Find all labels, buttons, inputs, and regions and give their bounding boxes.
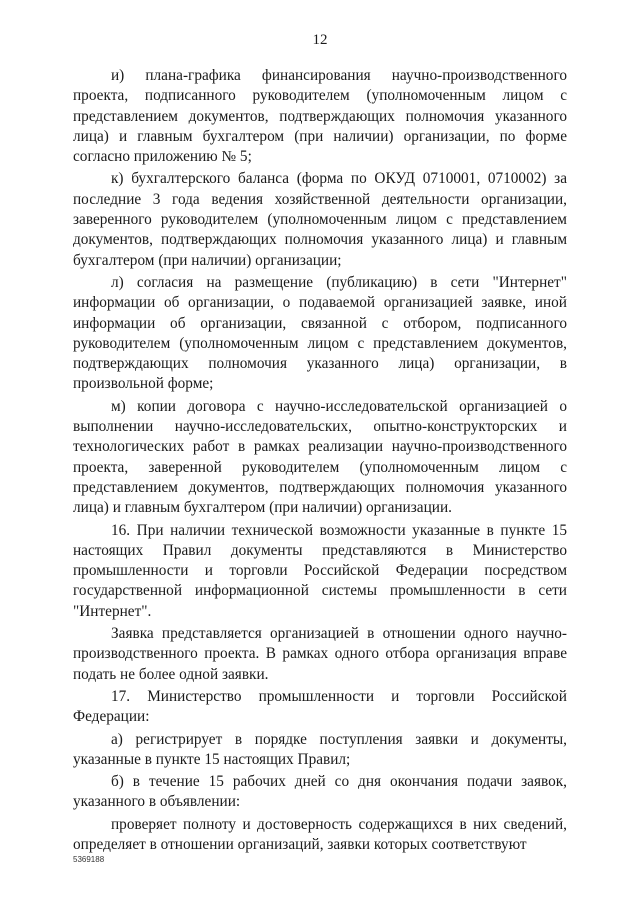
paragraph-item-l: л) согласия на размещение (публикацию) в сети "Интернет" информации об организации, о подаваемой организацией заявке, иной информации об организации, связанной с отбором, подписанного руководителем (уполномоченным лицом с представлением документов, подтверждающих полномочия указанного лица) организации, в произвольной форме; — [73, 273, 567, 393]
paragraph-clause-16: 16. При наличии технической возможности указанные в пункте 15 настоящих Правил документы представляются в Министерство промышленности и торговли Российской Федерации посредством государственной информационной системы промышленности в сети "Интернет". — [73, 521, 567, 620]
paragraph-clause-17: 17. Министерство промышленности и торговли Российской Федерации: — [73, 687, 567, 726]
paragraph-item-a: а) регистрирует в порядке поступления заявки и документы, указанные в пункте 15 настоящих Правил; — [73, 730, 567, 768]
document-body — [73, 66, 567, 857]
paragraph-item-i: и) плана-графика финансирования научно-производственного проекта, подписанного руководителем (уполномоченным лицом с представлением документов, подтверждающих полномочия указанного лица) и главным бухгалтером (при наличии) организации, по форме согласно приложению № 5; — [73, 67, 567, 166]
paragraph-verification: проверяет полноту и достоверность содержащихся в них сведений, определяет в отношении организаций, заявки которых соответствуют — [73, 815, 567, 853]
document-id: 5369188 — [73, 855, 105, 864]
page-number: 12 — [312, 32, 328, 48]
paragraph-item-k: к) бухгалтерского баланса (форма по ОКУД 0710001, 0710002) за последние 3 года ведения хозяйственной деятельности организации, заверенного руководителем (уполномоченным лицом с представлением документов, подтверждающих полномочия указанного лица) и главным бухгалтером (при наличии) организации; — [73, 170, 567, 269]
paragraph-item-b: б) в течение 15 рабочих дней со дня окончания подачи заявок, указанного в объявлении: — [73, 773, 567, 811]
paragraph-application-rule: Заявка представляется организацией в отношении одного научно-производственного проекта. В рамках одного отбора организация вправе подать не более одной заявки. — [73, 625, 567, 683]
paragraph-item-m: м) копии договора с научно-исследовательской организацией о выполнении научно-исследовательских, опытно-конструкторских и технологических работ в рамках реализации научно-производственного проекта, заверенной руководителем (уполномоченным лицом с представлением документов, подтверждающих полномочия указанного лица) и главным бухгалтером (при наличии) организации. — [73, 397, 567, 517]
